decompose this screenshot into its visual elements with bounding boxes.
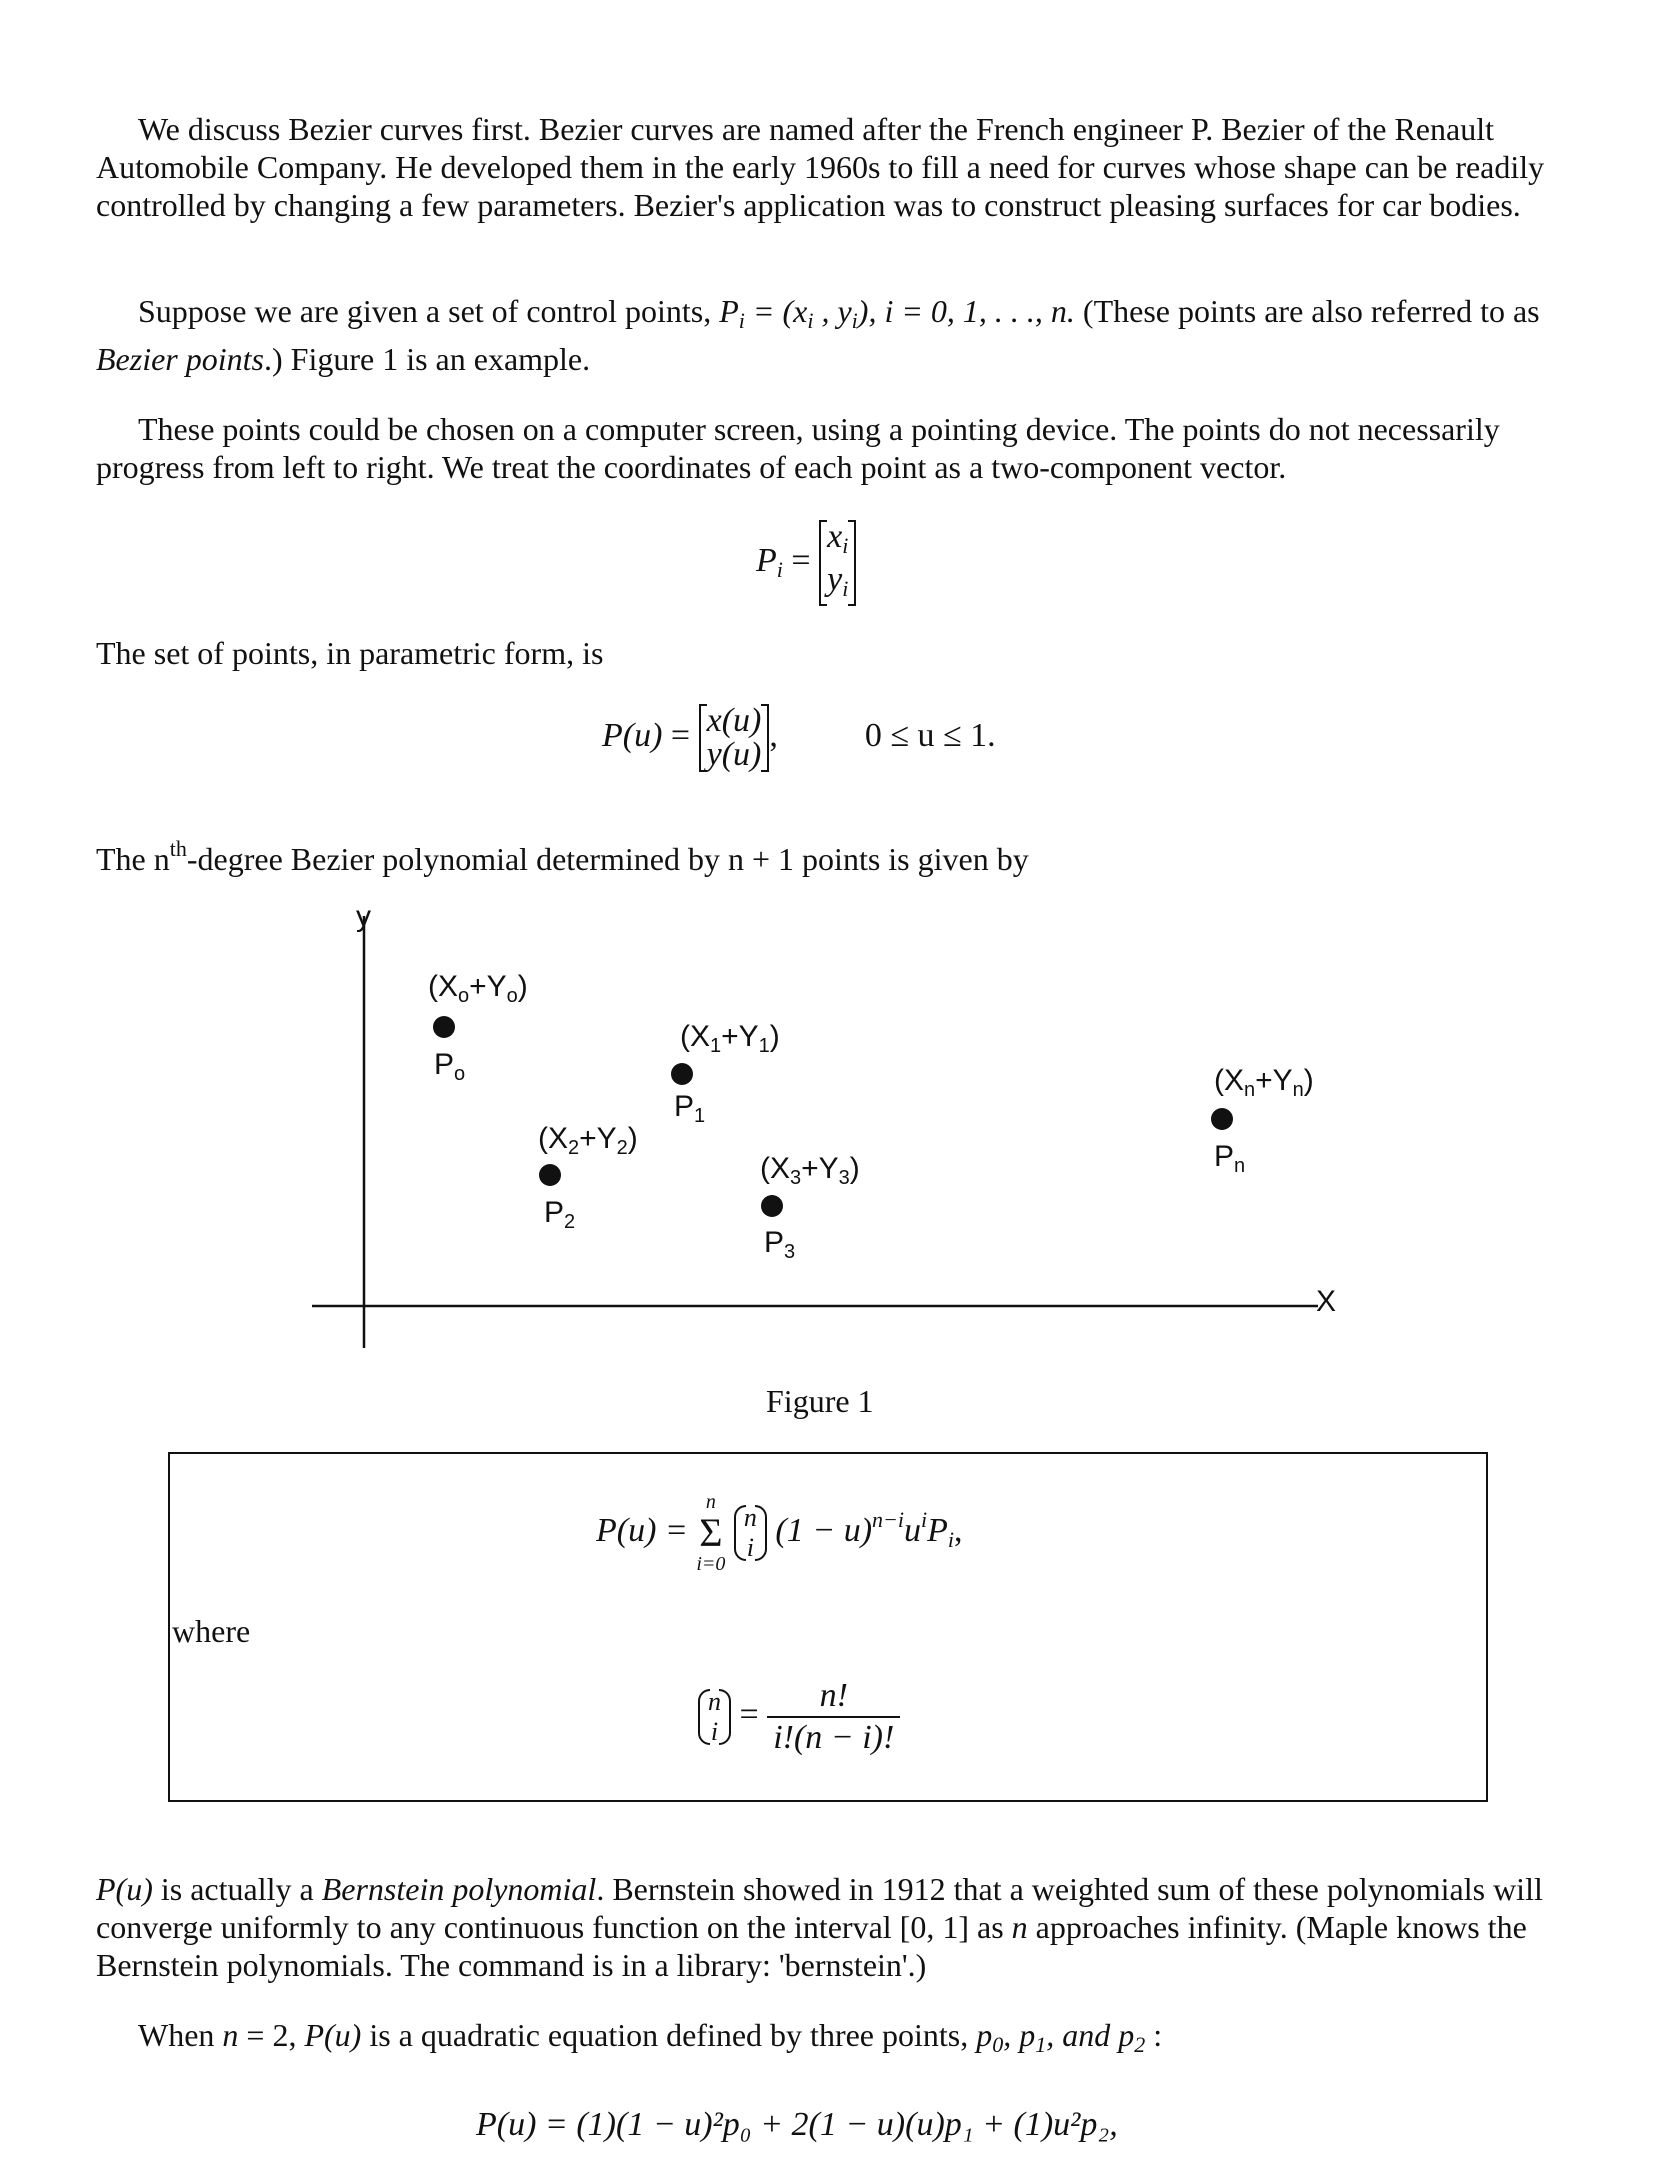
text: P(u) =	[596, 1511, 688, 1549]
text: i	[851, 308, 858, 333]
text: )	[517, 970, 528, 1003]
text: i	[947, 1526, 955, 1552]
text: P	[434, 1048, 455, 1081]
binomial	[734, 1503, 767, 1563]
text: = 2,	[238, 2017, 305, 2053]
text: P	[927, 1511, 948, 1549]
text: is a quadratic equation defined by three points,	[361, 2017, 977, 2053]
text: is actually a	[152, 1871, 322, 1907]
summation	[696, 1490, 725, 1576]
point-p3-label	[764, 1226, 795, 1264]
text: , and p	[1046, 2017, 1135, 2053]
point-p0-dot	[433, 1016, 455, 1038]
point-p3-coord	[760, 1152, 860, 1190]
text: P(u)	[602, 716, 663, 754]
text: u	[903, 1511, 921, 1549]
text: +Y	[1255, 1064, 1293, 1097]
bezier-polynomial-equation	[596, 1490, 963, 1576]
text: n−i	[872, 1506, 904, 1532]
figure-caption: Figure 1	[766, 1383, 874, 1419]
text: = (x	[744, 293, 808, 329]
text: P(u)	[304, 2017, 362, 2053]
text: 3	[790, 1167, 802, 1189]
text: 1	[710, 1035, 722, 1057]
text: ), i = 0, 1, . . ., n.	[857, 293, 1075, 329]
text: 3	[784, 1241, 796, 1263]
text: 2	[1134, 2032, 1146, 2057]
text: i	[842, 533, 849, 558]
text: , p	[1003, 2017, 1036, 2053]
text: (These points are also referred to as	[1074, 293, 1540, 329]
text: Suppose we are given a set of control points,	[138, 293, 720, 329]
text: i=0	[696, 1553, 726, 1575]
text: (X	[760, 1152, 790, 1185]
binomial	[698, 1687, 731, 1747]
text: =	[670, 716, 691, 754]
quadratic-paragraph	[138, 2016, 1162, 2064]
text: The n	[96, 841, 170, 877]
text: n	[708, 1687, 721, 1716]
point-pn-dot	[1211, 1108, 1233, 1130]
text: o	[454, 1063, 466, 1085]
text: x	[827, 518, 843, 555]
text: 0	[992, 2032, 1004, 2057]
point-pn-coord	[1214, 1064, 1314, 1102]
text: )	[849, 1152, 860, 1185]
point-p2-coord	[538, 1122, 638, 1160]
text: 1	[694, 1105, 706, 1127]
text: i	[746, 1533, 755, 1562]
text: o	[506, 985, 518, 1007]
text: n	[1244, 1079, 1256, 1101]
text: approaches infinity. (Maple knows the Bernstein polynomials. The command is in a library: 'bernstein'.)	[96, 1909, 1527, 1983]
binomial-coefficient-equation	[698, 1676, 900, 1758]
text: y(u)	[706, 736, 762, 773]
bezier-formula-box	[168, 1452, 1488, 1802]
text: n	[705, 1491, 716, 1513]
text: (X	[538, 1122, 568, 1155]
text: +Y	[579, 1122, 617, 1155]
text: n	[1011, 1909, 1028, 1945]
y-axis-label: y	[356, 900, 371, 933]
text: ,	[954, 1511, 963, 1549]
text: =	[791, 541, 811, 579]
text: 3	[838, 1167, 850, 1189]
text: Bernstein polynomial	[321, 1871, 597, 1907]
text: i	[738, 308, 745, 333]
text: ,	[769, 716, 778, 754]
control-points-paragraph	[96, 292, 1566, 378]
text: )	[769, 1020, 780, 1053]
sigma-symbol: Σ	[699, 1510, 723, 1555]
text: i	[776, 556, 783, 582]
bernstein-paragraph	[96, 1870, 1566, 1984]
text: p	[976, 2017, 993, 2053]
text: Bezier points	[96, 341, 264, 377]
point-p1-label	[674, 1090, 705, 1128]
point-p2-dot	[539, 1164, 561, 1186]
text: i	[920, 1506, 928, 1532]
text: +Y	[469, 970, 507, 1003]
text: P	[674, 1090, 695, 1123]
text: 1	[1035, 2032, 1047, 2057]
point-pn-label	[1214, 1140, 1245, 1178]
parametric-equation	[602, 704, 996, 772]
text: y	[827, 561, 843, 598]
text: n	[1292, 1079, 1304, 1101]
degree-paragraph	[96, 830, 1029, 878]
text: .) Figure 1 is an example.	[263, 341, 591, 377]
text: o	[458, 985, 470, 1007]
parametric-intro: The set of points, in parametric form, is	[96, 635, 604, 671]
range-text: 0 ≤ u ≤ 1.	[864, 716, 996, 754]
text: . Bernstein showed in 1912 that a weighted sum of these polynomials will converge uniformly to any continuous function on the interval [0, 1] as	[96, 1871, 1543, 1945]
text: (X	[428, 970, 458, 1003]
point-p2-label	[544, 1196, 575, 1234]
text: n	[222, 2017, 239, 2053]
text: P	[756, 541, 777, 579]
text: th	[169, 836, 187, 861]
text: 2	[564, 1211, 576, 1233]
text: (1 − u)	[775, 1511, 873, 1549]
vector-paragraph: These points could be chosen on a computer screen, using a pointing device. The points do not necessarily progress from left to right. We treat the coordinates of each point as a two-component vector.	[96, 411, 1500, 485]
text: P	[764, 1226, 785, 1259]
text: n	[1234, 1155, 1246, 1177]
point-p0-coord	[428, 970, 528, 1008]
text: When	[138, 2017, 223, 2053]
where-label: where	[172, 1613, 251, 1649]
text: P	[719, 293, 739, 329]
text: i	[842, 576, 849, 601]
text: -degree Bezier polynomial determined by n + 1 points is given by	[186, 841, 1029, 877]
point-p1-coord	[680, 1020, 780, 1058]
text: x(u)	[706, 702, 762, 739]
text: 2	[568, 1137, 580, 1159]
text: i	[710, 1717, 719, 1746]
point-p0-label	[434, 1048, 465, 1086]
text: )	[627, 1122, 638, 1155]
point-p3-dot	[761, 1195, 783, 1217]
point-vector-equation	[756, 520, 856, 606]
text: n!	[767, 1676, 900, 1718]
text: +Y	[721, 1020, 759, 1053]
text: :	[1145, 2017, 1163, 2053]
vector-bracket	[699, 704, 770, 772]
x-axis-label: X	[1316, 1285, 1337, 1318]
text: , y	[813, 293, 852, 329]
intro-paragraph: We discuss Bezier curves first. Bezier curves are named after the French engineer P. Bezier of the Renault Automobile Company. He developed them in the early 1960s to fill a need for curves whose shape can be readily controlled by changing a few parameters. Bezier's application was to construct pleasing surfaces for car bodies.	[96, 111, 1545, 223]
text: n	[743, 1503, 757, 1532]
text: 2	[616, 1137, 628, 1159]
text: (X	[680, 1020, 710, 1053]
text: i!(n − i)!	[773, 1719, 895, 1756]
fraction	[767, 1676, 900, 1758]
text: 1	[758, 1035, 770, 1057]
quadratic-equation: P(u) = (1)(1 − u)²p₀ + 2(1 − u)(u)p₁ + (1)u²p₂,	[476, 2106, 1118, 2143]
text: )	[1303, 1064, 1314, 1097]
text: P	[1214, 1140, 1235, 1173]
vector-bracket	[819, 520, 856, 606]
text: (X	[1214, 1064, 1244, 1097]
text: P(u)	[96, 1871, 153, 1907]
text: =	[739, 1695, 759, 1733]
text: +Y	[801, 1152, 839, 1185]
text: i	[807, 308, 814, 333]
point-p1-dot	[671, 1063, 693, 1085]
text: P	[544, 1196, 565, 1229]
